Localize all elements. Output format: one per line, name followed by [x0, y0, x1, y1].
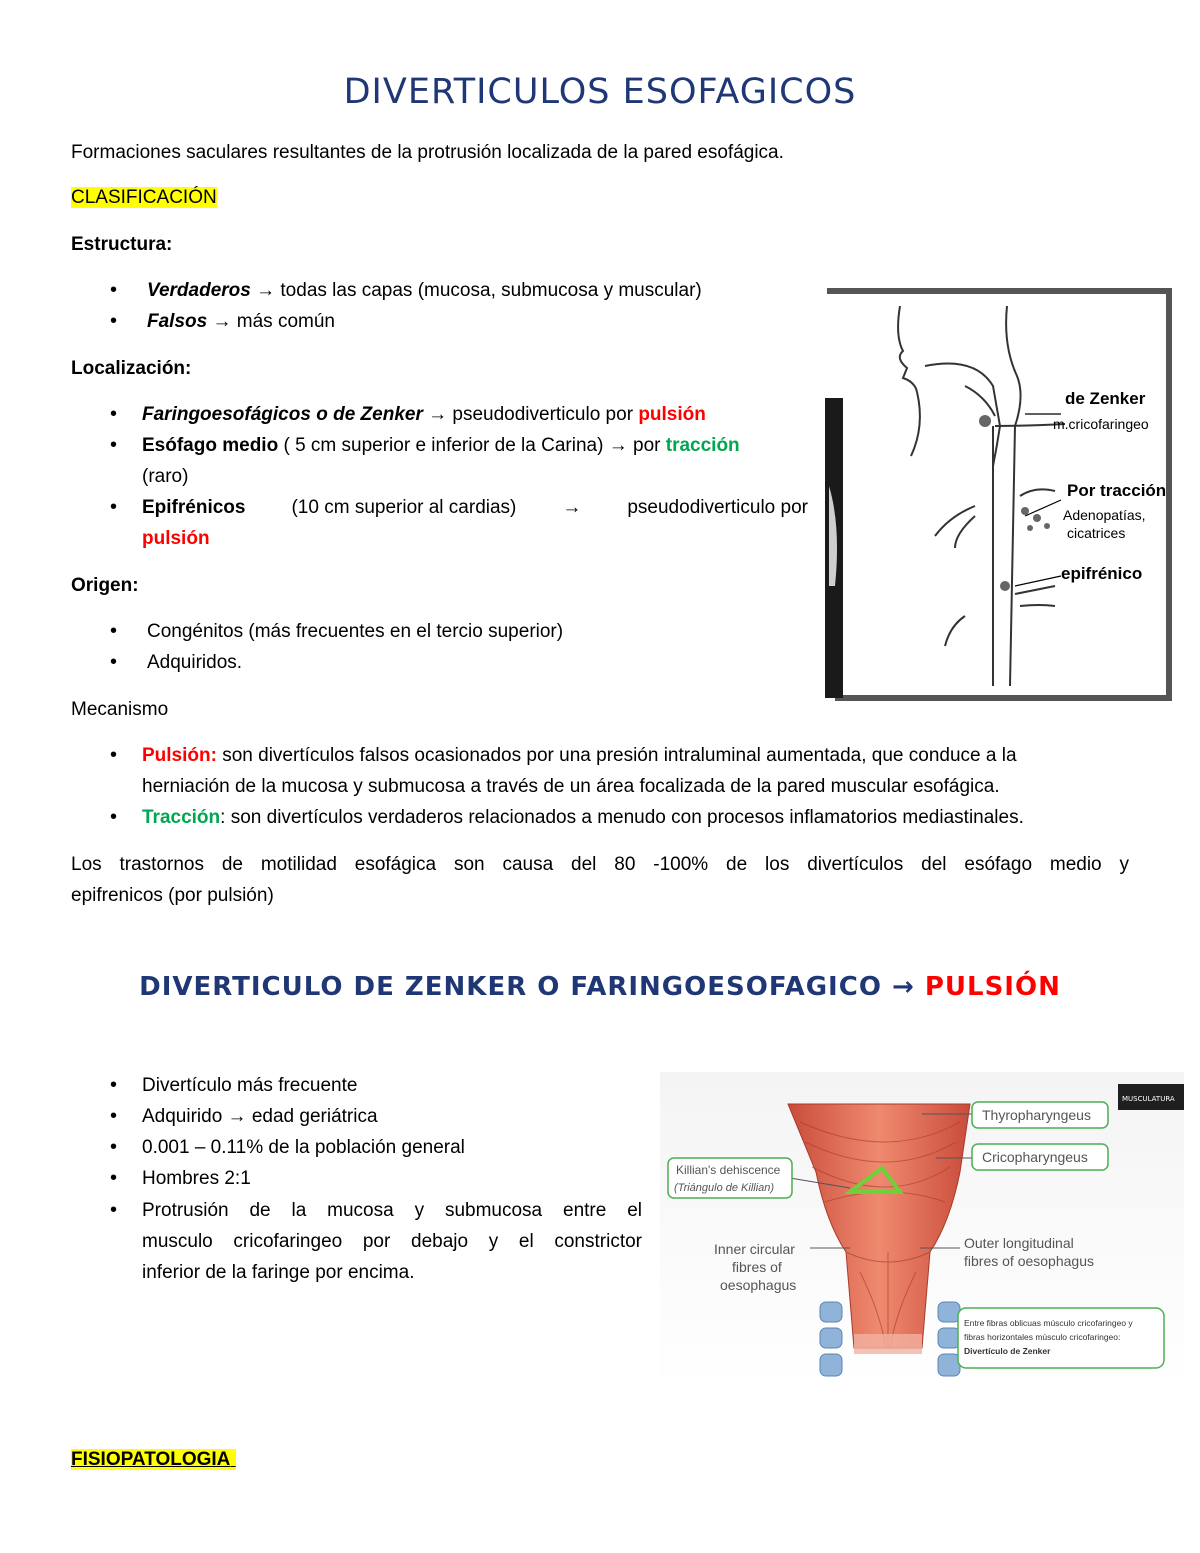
- corner-label: MUSCULATURA: [1122, 1095, 1175, 1103]
- bullet-icon: •: [110, 496, 118, 518]
- section-title-zenker: DIVERTICULO DE ZENKER O FARINGOESOFAGICO → PULSIÓN: [139, 972, 1061, 1002]
- bullet-icon: •: [110, 1167, 118, 1189]
- diverticula-diagram: [825, 286, 1173, 701]
- list-item-line: musculo cricofaringeo por debajo y el constrictor: [142, 1231, 642, 1252]
- label-adenopatias: Adenopatías,: [1063, 507, 1146, 523]
- page-title: DIVERTICULOS ESOFAGICOS: [343, 72, 857, 112]
- list-item-continuation: pulsión: [142, 528, 210, 549]
- diverticula-diagram-figure: [825, 286, 1173, 701]
- label-killian: Killian's dehiscence: [676, 1163, 781, 1177]
- fisiopatologia-heading: FISIOPATOLOGIA: [71, 1449, 231, 1470]
- bullet-icon: •: [110, 1105, 118, 1127]
- bullet-icon: •: [110, 744, 118, 766]
- label-zenker: de Zenker: [1065, 389, 1146, 408]
- origen-heading: Origen:: [71, 575, 139, 596]
- pharynx-musculature-diagram: [660, 1072, 1184, 1388]
- section-clasificacion: [71, 182, 217, 213]
- section-fisiopatologia: [71, 1444, 236, 1475]
- clasificacion-heading: CLASIFICACIÓN: [71, 187, 217, 208]
- note-line-3: Divertículo de Zenker: [964, 1346, 1051, 1356]
- label-inner-1: Inner circular: [714, 1241, 795, 1257]
- label-cricofaringeo: m.cricofaringeo: [1053, 416, 1149, 432]
- bullet-icon: •: [110, 1199, 118, 1221]
- list-item-continuation: herniación de la mucosa y submucosa a través de un área focalizada de la pared muscular esofágica.: [142, 776, 1000, 797]
- label-inner-2: fibres of: [732, 1259, 782, 1275]
- label-epifrenico: epifrénico: [1061, 564, 1143, 583]
- bullet-icon: •: [110, 434, 118, 456]
- paragraph-line: epifrenicos (por pulsión): [71, 885, 274, 906]
- label-traccion: Por tracción: [1067, 481, 1167, 500]
- list-item-continuation: (raro): [142, 466, 189, 487]
- bullet-icon: •: [110, 310, 118, 332]
- label-inner-3: oesophagus: [720, 1277, 797, 1293]
- label-killian-triangle: (Triángulo de Killian): [674, 1182, 775, 1194]
- list-item-line: inferior de la faringe por encima.: [142, 1262, 415, 1283]
- bullet-icon: •: [110, 620, 118, 642]
- note-line-2: fibras horizontales músculo cricofaringeo:: [964, 1332, 1121, 1342]
- bullet-icon: •: [110, 279, 118, 301]
- list-item-line: Protrusión de la mucosa y submucosa entre el: [142, 1200, 642, 1221]
- bullet-icon: •: [110, 1136, 118, 1158]
- bullet-icon: •: [110, 1074, 118, 1096]
- bullet-icon: •: [110, 403, 118, 425]
- label-cicatrices: cicatrices: [1067, 525, 1126, 541]
- label-outer-1: Outer longitudinal: [964, 1235, 1074, 1251]
- label-thyropharyngeus: Thyropharyngeus: [982, 1107, 1091, 1123]
- note-line-1: Entre fibras oblicuas músculo cricofaringeo y: [964, 1318, 1133, 1328]
- mecanismo-heading: Mecanismo: [71, 699, 169, 720]
- intro-text: Formaciones saculares resultantes de la protrusión localizada de la pared esofágica.: [71, 142, 784, 163]
- bullet-icon: •: [110, 651, 118, 673]
- estructura-heading: Estructura:: [71, 234, 173, 255]
- bullet-icon: •: [110, 806, 118, 828]
- label-cricopharyngeus: Cricopharyngeus: [982, 1149, 1088, 1165]
- paragraph-line: Los trastornos de motilidad esofágica son causa del 80 -100% de los divertículos del esófago medio y: [71, 854, 1129, 875]
- pharynx-musculature-figure: [660, 1072, 1184, 1388]
- label-outer-2: fibres of oesophagus: [964, 1253, 1094, 1269]
- localizacion-heading: Localización:: [71, 358, 192, 379]
